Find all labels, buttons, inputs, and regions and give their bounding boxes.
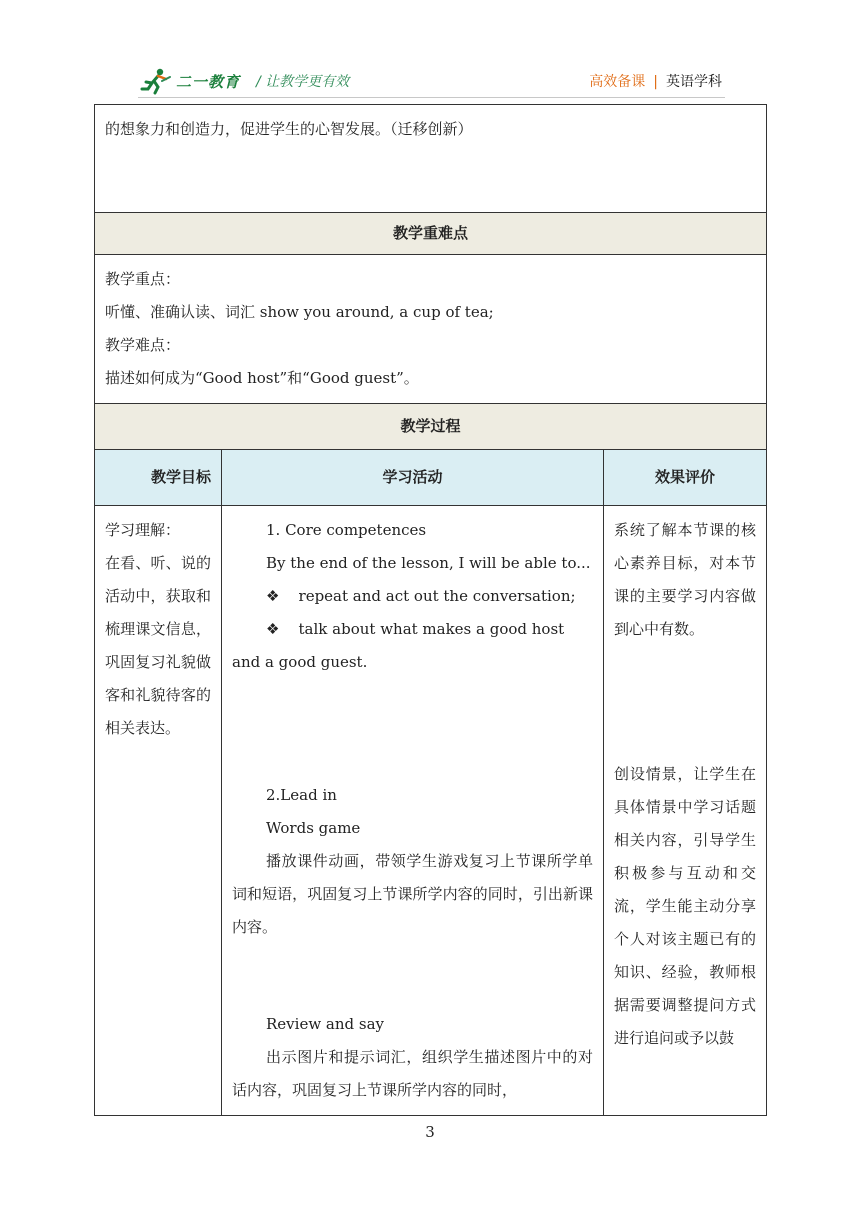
logo <box>140 66 240 96</box>
page-number: 3 <box>425 1123 435 1141</box>
core-bullet-1 <box>232 580 593 613</box>
header-label-prep: 高效备课 <box>589 74 646 90</box>
col-header-activity: 学习活动 <box>222 450 604 506</box>
activity-cell <box>222 506 604 1116</box>
bullet-2-text: talk about what makes a good host and a good guest. <box>232 620 565 671</box>
row-section-key-points <box>95 213 767 255</box>
page-header <box>0 0 860 100</box>
col-header-goal: 教学目标 <box>95 450 222 506</box>
eval-cell <box>604 506 767 1116</box>
goal-label: 学习理解： <box>105 521 181 539</box>
core-bullet-2 <box>232 613 593 679</box>
row-section-process <box>95 404 767 450</box>
core-title: 1. Core competences <box>266 521 427 539</box>
goal-text: 在看、听、说的活动中，获取和梳理课文信息，巩固复习礼貌做客和礼貌待客的相关表达。 <box>105 554 211 737</box>
key-points-cell <box>95 255 767 404</box>
row-key-points <box>95 255 767 404</box>
header-rule <box>138 97 725 98</box>
review-desc: 出示图片和提示词汇，组织学生描述图片中的对话内容，巩固复习上节课所学内容的同时， <box>232 1048 593 1099</box>
spacer <box>614 646 756 758</box>
header-divider: | <box>653 74 658 90</box>
section-title-process: 教学过程 <box>95 404 767 450</box>
header-subject <box>589 71 722 91</box>
slogan: / 让教学更有效 <box>256 74 350 90</box>
continued-text: 的想象力和创造力，促进学生的心智发展。（迁移创新） <box>95 105 767 213</box>
review-title: Review and say <box>266 1015 385 1033</box>
goal-cell <box>95 506 222 1116</box>
header-label-subject: 英语学科 <box>666 74 722 90</box>
spacer <box>232 679 593 779</box>
section-title-key-points: 教学重难点 <box>95 213 767 255</box>
spacer <box>232 944 593 1008</box>
difficulty-text: 描述如何成为“Good host”和“Good guest”。 <box>105 369 419 387</box>
key-text: 听懂、准确认读、词汇 show you around, a cup of tea; <box>105 303 494 321</box>
key-label: 教学重点： <box>105 270 181 288</box>
words-game-desc: 播放课件动画，带领学生游戏复习上节课所学单词和短语，巩固复习上节课所学内容的同时，引出新课内容。 <box>232 852 593 936</box>
col-header-eval: 效果评价 <box>604 450 767 506</box>
lesson-plan-table <box>94 104 767 1116</box>
diamond-bullet-icon: ❖ <box>266 620 280 638</box>
words-game-title: Words game <box>266 819 361 837</box>
bullet-1-text: repeat and act out the conversation; <box>298 587 576 605</box>
diamond-bullet-icon: ❖ <box>266 587 280 605</box>
difficulty-label: 教学难点： <box>105 336 181 354</box>
runner-logo-icon <box>140 67 172 95</box>
logo-text: 二一教育 <box>176 72 241 91</box>
core-intro: By the end of the lesson, I will be able to... <box>266 554 591 572</box>
row-continued-text <box>95 105 767 213</box>
eval-text-2: 创设情景，让学生在具体情景中学习话题相关内容，引导学生积极参与互动和交流，学生能主动分享个人对该主题已有的知识、经验，教师根据需要调整提问方式进行追问或予以鼓 <box>614 765 757 1047</box>
row-process-content <box>95 506 767 1116</box>
eval-text-1: 系统了解本节课的核心素养目标，对本节课的主要学习内容做到心中有数。 <box>614 521 757 638</box>
row-column-headers <box>95 450 767 506</box>
lead-in-title: 2.Lead in <box>266 786 337 804</box>
